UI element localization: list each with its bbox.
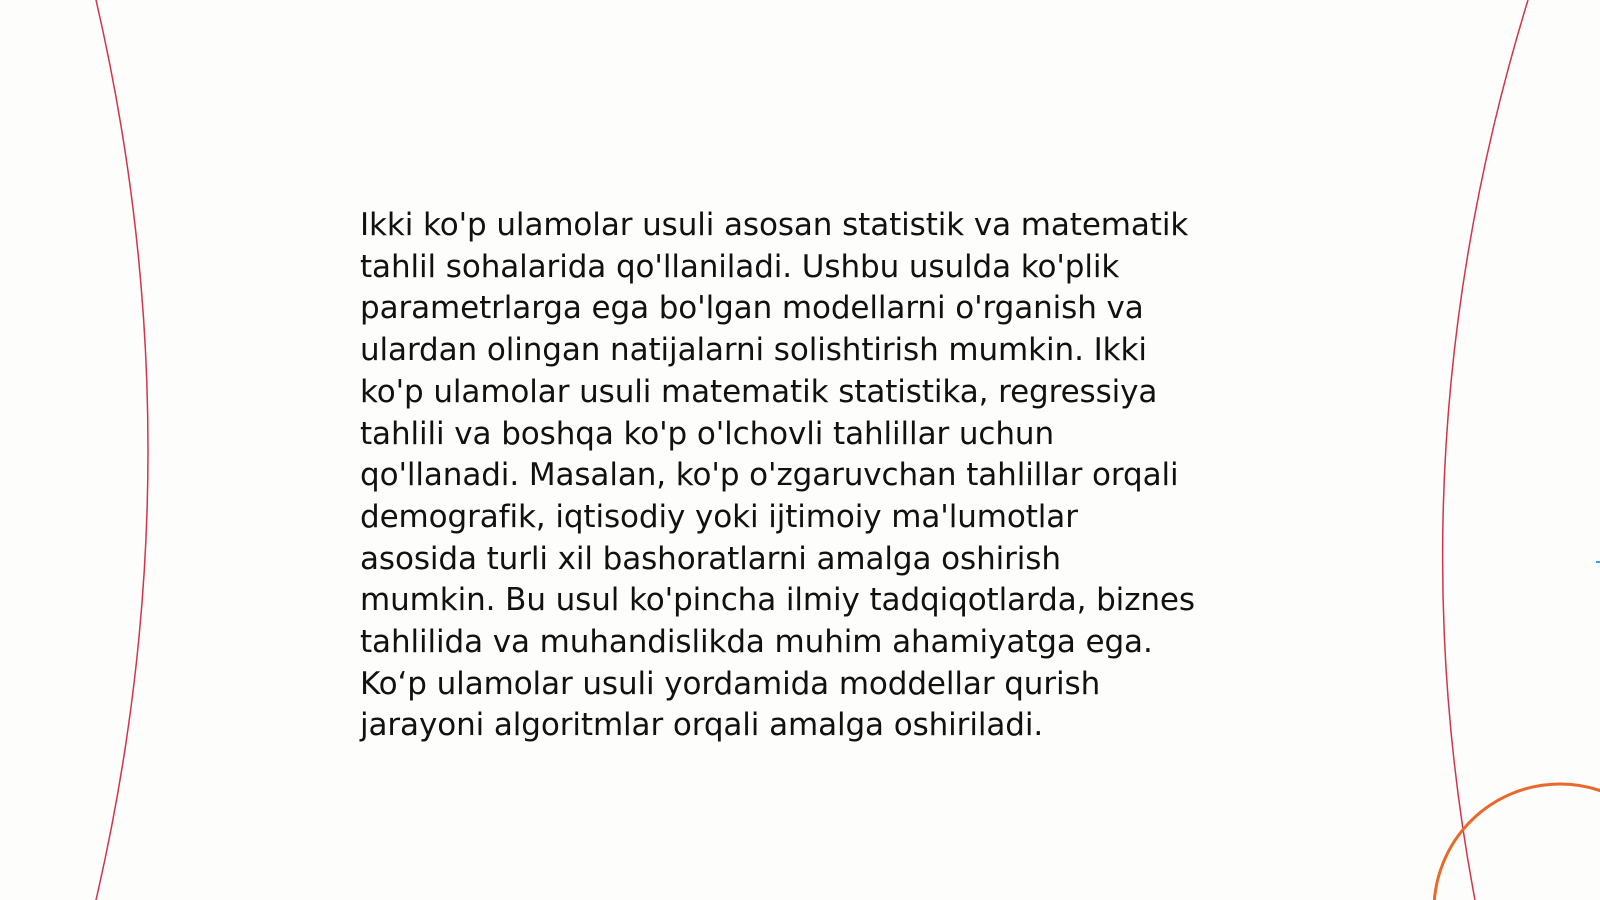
paragraph-line: tahlil sohalarida qo'llaniladi. Ushbu usulda ko'plik <box>360 248 1120 285</box>
right-arc-line <box>1443 0 1528 900</box>
body-paragraph <box>360 205 1260 747</box>
paragraph-line: parametrlarga ega bo'lgan modellarni o'rganish va <box>360 290 1144 327</box>
left-arc-line <box>96 0 148 900</box>
paragraph-line: mumkin. Bu usul ko'pincha ilmiy tadqiqotlarda, biznes <box>360 582 1195 619</box>
paragraph-line: asosida turli xil bashoratlarni amalga oshirish <box>360 540 1061 577</box>
paragraph-line: tahlili va boshqa ko'p o'lchovli tahlillar uchun <box>360 415 1055 452</box>
paragraph-line: Ikki ko'p ulamolar usuli asosan statistik va matematik <box>360 207 1189 243</box>
paragraph-line: Ko‘p ulamolar usuli yordamida moddellar qurish <box>360 665 1101 702</box>
paragraph-line: qo'llanadi. Masalan, ko'p o'zgaruvchan tahlillar orqali <box>360 457 1179 494</box>
paragraph-line: ko'p ulamolar usuli matematik statistika, regressiya <box>360 373 1158 410</box>
paragraph-line: tahlilida va muhandislikda muhim ahamiyatga ega. <box>360 624 1153 661</box>
paragraph-line: demografik, iqtisodiy yoki ijtimoiy ma'lumotlar <box>360 498 1078 535</box>
paragraph-line: ulardan olingan natijalarni solishtirish mumkin. Ikki <box>360 332 1147 369</box>
paragraph-line: jarayoni algoritmlar orqali amalga oshiriladi. <box>360 707 1044 744</box>
